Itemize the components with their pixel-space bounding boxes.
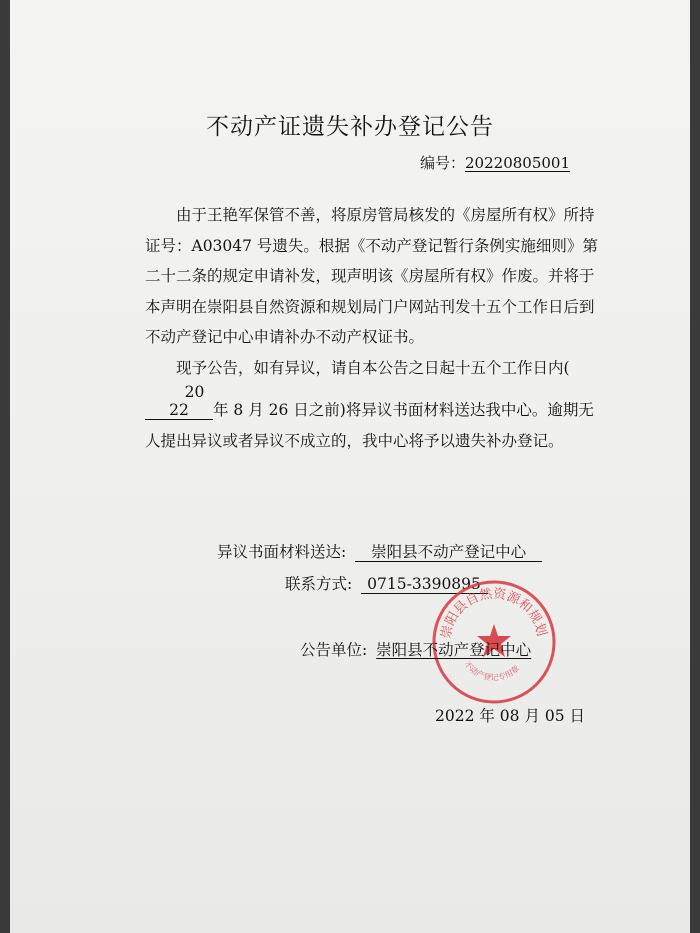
deadline-year: 2022 [145, 383, 213, 420]
submit-label: 异议书面材料送达: [217, 543, 347, 561]
issuer-row [300, 638, 531, 660]
svg-text:不动产登记专用章 [462, 660, 521, 683]
svg-text:崇阳县自然资源和规划局 [430, 578, 550, 640]
issuer-label: 公告单位: [300, 641, 368, 659]
paragraph-2-start: 现予公告，如有异议，请自本公告之日起十五个工作日内( [176, 358, 570, 377]
contact-value: 0715-3390895 [361, 575, 488, 594]
paragraph-2-end: 年 8 月 26 日之前)将异议书面材料送达我中心。逾期无人提出异议或者异议不成立的，我中心将予以遗失补办登记。 [145, 401, 594, 450]
document-page [10, 0, 690, 933]
notice-date: 2022 年 08 月 05 日 [435, 707, 586, 725]
notice-title: 不动产证遗失补办登记公告 [206, 114, 494, 140]
notice-body [145, 200, 605, 456]
submit-address-row [217, 540, 542, 562]
number-label: 编号： [420, 154, 466, 172]
notice-number [420, 152, 570, 173]
issuer-value: 崇阳县不动产登记中心 [376, 641, 532, 659]
paragraph-2 [145, 353, 605, 457]
paragraph-1: 由于王艳军保管不善，将原房管局核发的《房屋所有权》所持证号：A03047 号遗失。根据《不动产登记暂行条例实施细则》第二十二条的规定申请补发，现声明该《房屋所有权》作废。并将于本声明在崇阳县自然资源和规划局门户网站刊发十五个工作日后到不动产登记中心申请补办不动产权证书。 [145, 206, 598, 346]
seal-subtext: 不动产登记专用章 [462, 659, 522, 683]
seal-text: 崇阳县自然资源和规划 [438, 586, 549, 641]
submit-value: 崇阳县不动产登记中心 [355, 543, 542, 562]
contact-label: 联系方式: [285, 575, 353, 593]
number-value: 20220805001 [465, 154, 570, 172]
